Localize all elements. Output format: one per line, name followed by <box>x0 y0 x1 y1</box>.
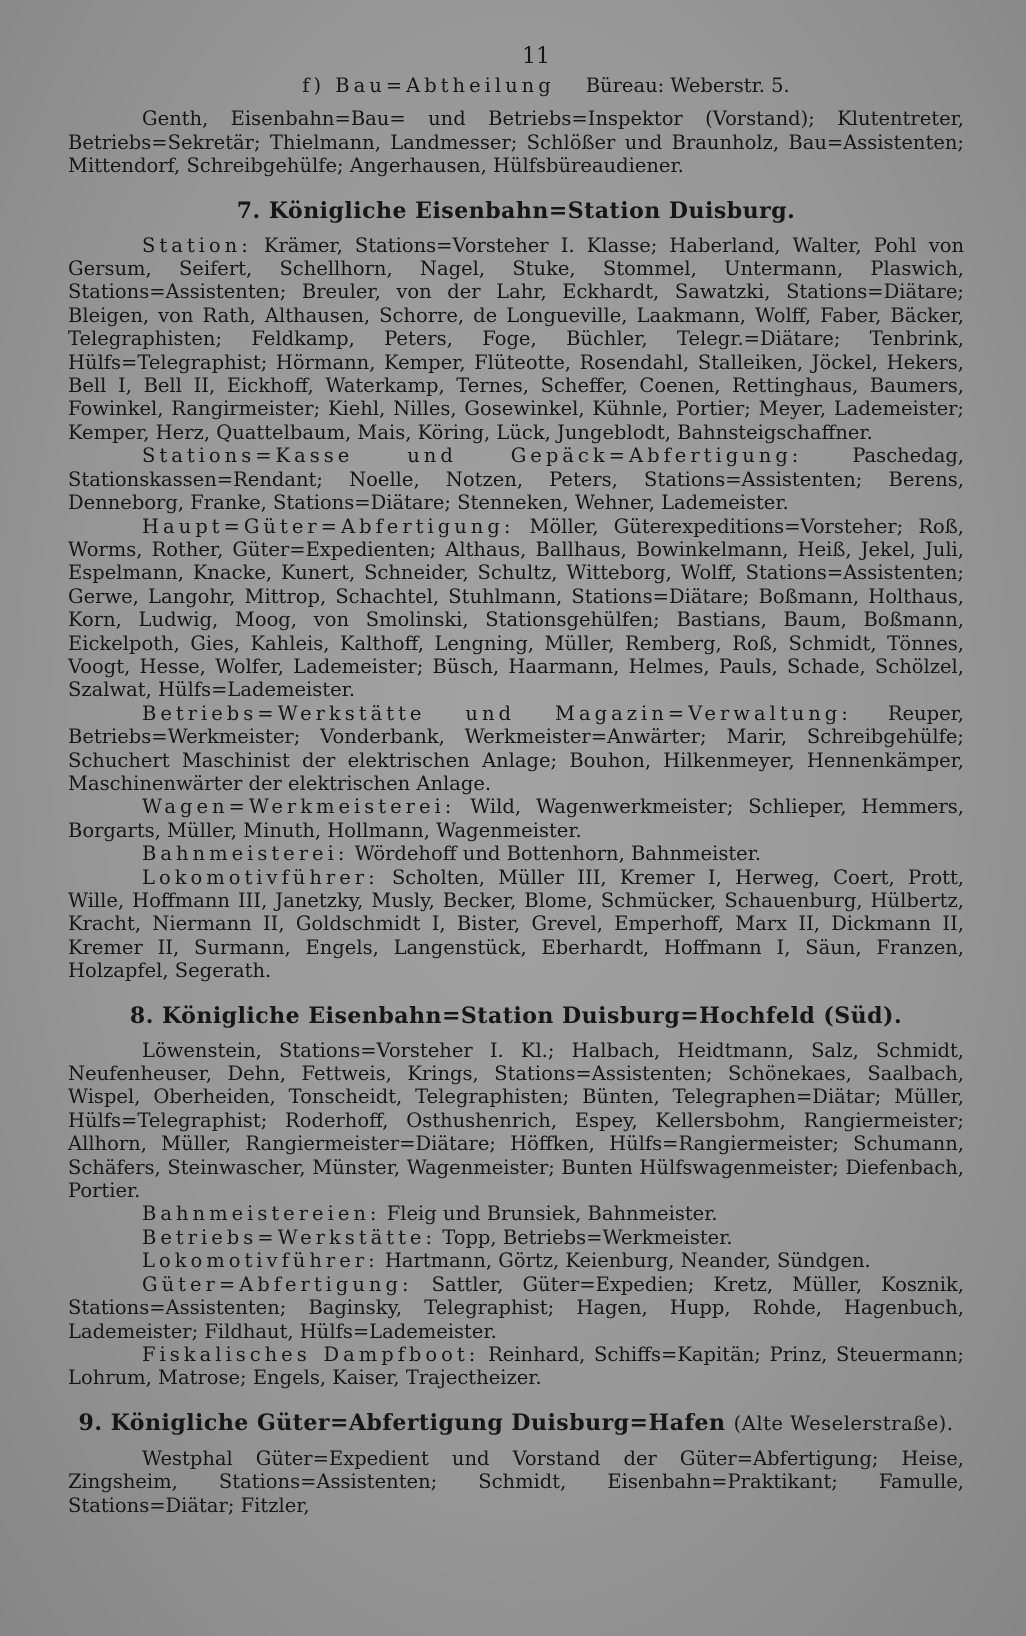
kasse-entry <box>68 444 964 514</box>
hochfeld-werk-entry <box>68 1226 964 1249</box>
station-label: Station: <box>142 233 252 257</box>
lokfuehrer-label: Lokomotivführer: <box>142 865 379 889</box>
werkstaette-text: Reuper, Betriebs=Werkmeister; Vonderbank, Werkmeister=Anwärter; Marir, Schreibgehülfe; Schuchert Maschinist der elektrischen Anlage; Bouhon, Hilkenmeyer, Hennenkämper, Maschinenwärter der elektrischen Anlage. <box>68 701 964 795</box>
section-9-heading: 9. Königliche Güter=Abfertigung Duisburg=Hafen <box>78 1409 726 1436</box>
wagen-label: Wagen=Werkmeisterei: <box>142 795 456 819</box>
bahnmeisterei-text: Wördehoff und Bottenhorn, Bahnmeister. <box>354 842 762 866</box>
section-9 <box>68 1410 964 1517</box>
section-8-heading: 8. Königliche Eisenbahn=Station Duisburg=Hochfeld (Süd). <box>129 1002 903 1029</box>
lokfuehrer-entry <box>68 866 964 983</box>
hochfeld-gueter-label: Güter=Abfertigung: <box>142 1272 413 1296</box>
hochfeld-lok-label: Lokomotivführer: <box>142 1249 379 1273</box>
bau-label: f) Bau=Abtheilung <box>302 74 555 97</box>
section-bau-abtheilung <box>68 74 964 178</box>
hochfeld-werk-text: Topp, Betriebs=Werkmeister. <box>442 1225 733 1249</box>
gueter-text: Möller, Güterexpeditions=Vorsteher; Roß, Worms, Rother, Güter=Expedienten; Althaus, Ballhaus, Bowinkelmann, Heiß, Jekel, Juli, Espelmann, Knacke, Kunert, Schneider, Schultz, Witteborg, Wolff, Stations=Assistenten; Gerwe, Langohr, Mittrop, Schachtel, Stuhlmann, Stations=Diätare; Boßmann, Holthaus, Korn, Ludwig, Moog, von Smolinski, Stationsgehülfen; Bastians, Baum, Boßmann, Eickelpoth, Gies, Kahleis, Kalthoff, Lengning, Müller, Remberg, Roß, Schmidt, Tönnes, Voogt, Hesse, Wolfer, Lademeister; Büsch, Haarmann, Helmes, Pauls, Schade, Schölzel, Szalwat, Hülfs=Lademeister. <box>68 514 965 702</box>
section-8 <box>68 1003 964 1390</box>
wagen-text: Wild, Wagenwerkmeister; Schlieper, Hemmers, Borgarts, Müller, Minuth, Hollmann, Wagenmeister. <box>68 795 964 842</box>
lokfuehrer-text: Scholten, Müller III, Kremer I, Herweg, Coert, Prott, Wille, Hoffmann III, Janetzky, Musly, Becker, Blome, Schmücker, Schauenburg, Hülbertz, Kracht, Niermann II, Goldschmidt I, Bister, Grevel, Emperhoff, Marx II, Dickmann II, Kremer II, Surmann, Engels, Langenstück, Eberhardt, Hoffmann I, Säun, Franzen, Holzapfel, Segerath. <box>68 865 965 983</box>
section-9-heading-line <box>68 1410 964 1437</box>
bahnmeisterei-label: Bahnmeisterei: <box>142 842 349 866</box>
gueter-entry <box>68 515 964 702</box>
bau-office: Büreau: Weberstr. 5. <box>585 74 790 97</box>
hochfeld-bahn-label: Bahnmeistereien: <box>142 1202 381 1226</box>
wagen-entry <box>68 795 964 842</box>
hochfeld-lok-entry <box>68 1249 964 1272</box>
hochfeld-gueter-entry <box>68 1273 964 1343</box>
hochfeld-bahn-entry <box>68 1202 964 1225</box>
section-7-heading: 7. Königliche Eisenbahn=Station Duisburg. <box>236 197 796 224</box>
hochfeld-text: Löwenstein, Stations=Vorsteher I. Kl.; Halbach, Heidtmann, Salz, Schmidt, Neufenheuser, Dehn, Fettweis, Krings, Stations=Assistenten; Schönekaes, Saalbach, Wispel, Oberheiden, Tonscheidt, Telegraphisten; Bünten, Telegraphen=Diätar; Müller, Hülfs=Telegraphist; Roderhoff, Osthushenrich, Espey, Kellersbohm, Rangiermeister; Allhorn, Müller, Rangiermeister=Diätare; Höffken, Hülfs=Rangiermeister; Schumann, Schäfers, Steinwascher, Münster, Wagenmeister; Bunten Hülfswagenmeister; Diefenbach, Portier. <box>68 1038 964 1203</box>
hochfeld-bahn-text: Fleig und Brunsiek, Bahnmeister. <box>386 1202 718 1226</box>
station-text: Krämer, Stations=Vorsteher I. Klasse; Haberland, Walter, Pohl von Gersum, Seifert, Schellhorn, Nagel, Stuke, Stommel, Untermann, Plaswich, Stations=Assistenten; Breuler, von der Lahr, Eckhardt, Sawatzki, Stations=Diätare; Bleigen, von Rath, Althausen, Schorre, de Longueville, Laakmann, Wolff, Faber, Bäcker, Telegraphisten; Feldkamp, Peters, Foge, Büchler, Telegr.=Diätare; Tenbrink, Hülfs=Telegraphist; Hörmann, Kemper, Flüteotte, Rosendahl, Stalleiken, Jöckel, Hekers, Bell I, Bell II, Eickhoff, Waterkamp, Ternes, Scheffer, Coenen, Rettinghaus, Baumers, Fowinkel, Rangirmeister; Kiehl, Nilles, Gosewinkel, Kühnle, Portier; Meyer, Lademeister; Kemper, Herz, Quattelbaum, Mais, Köring, Lück, Jungeblodt, Bahnsteigschaffner. <box>68 233 965 444</box>
bau-text: Genth, Eisenbahn=Bau= und Betriebs=Inspektor (Vorstand); Klutentreter, Betriebs=Sekretär; Thielmann, Landmesser; Schlößer und Braunholz, Bau=Assistenten; Mittendorf, Schreibgehülfe; Angerhausen, Hülfsbüreaudiener. <box>68 107 964 178</box>
section-7 <box>68 198 964 983</box>
hochfeld-dampf-label: Fiskalisches Dampfboot: <box>142 1342 480 1366</box>
gueter-label: Haupt=Güter=Abfertigung: <box>142 514 515 538</box>
bau-header <box>188 74 904 97</box>
werkstaette-label: Betriebs=Werkstätte und Magazin=Verwaltung: <box>142 701 852 725</box>
hochfeld-werk-label: Betriebs=Werkstätte: <box>142 1225 437 1249</box>
page-number: 11 <box>522 44 550 69</box>
hochfeld-dampf-entry <box>68 1343 964 1390</box>
bahnmeisterei-entry <box>68 842 964 865</box>
hafen-text: Westphal Güter=Expedient und Vorstand der Güter=Abfertigung; Heise, Zingsheim, Stations=Assistenten; Schmidt, Eisenbahn=Praktikant; Famulle, Stations=Diätar; Fitzler, <box>68 1446 964 1517</box>
hochfeld-dampf-text: Reinhard, Schiffs=Kapitän; Prinz, Steuermann; Lohrum, Matrose; Engels, Kaiser, Trajectheizer. <box>68 1342 965 1390</box>
kasse-text: Paschedag, Stationskassen=Rendant; Noelle, Notzen, Peters, Stations=Assistenten; Berens, Denneborg, Franke, Stations=Diätare; Stenneken, Wehner, Lademeister. <box>68 444 964 515</box>
kasse-label: Stations=Kasse und Gepäck=Abfertigung: <box>142 444 803 468</box>
werkstaette-entry <box>68 702 964 796</box>
hochfeld-gueter-text: Sattler, Güter=Expedien; Kretz, Müller, Kosznik, Stations=Assistenten; Baginsky, Telegraphist; Hagen, Hupp, Rohde, Hagenbuch, Lademeister; Fildhaut, Hülfs=Lademeister. <box>68 1272 964 1343</box>
station-entry <box>68 234 964 445</box>
hochfeld-lok-text: Hartmann, Görtz, Keienburg, Neander, Sündgen. <box>384 1249 871 1273</box>
section-9-heading-note: (Alte Weselerstraße). <box>733 1411 954 1435</box>
